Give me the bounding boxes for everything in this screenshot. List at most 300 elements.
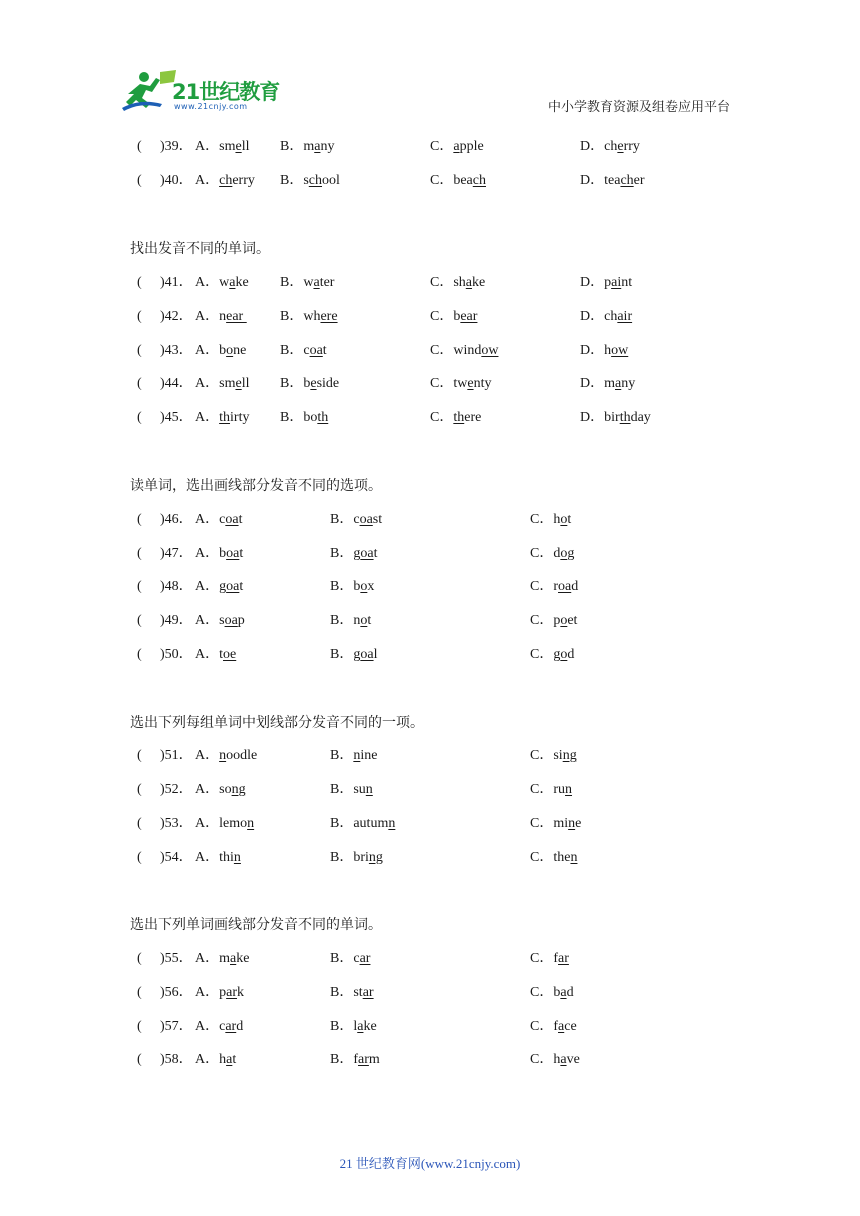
underlined-part: oa	[360, 546, 374, 561]
word-suffix: e	[575, 816, 582, 831]
word-prefix: sh	[453, 275, 466, 290]
option-letter: C．	[430, 309, 454, 324]
answer-blank[interactable]: (	[137, 1019, 142, 1034]
word-suffix: nty	[473, 376, 492, 391]
answer-blank[interactable]: (	[137, 309, 142, 324]
word-suffix: t	[239, 546, 244, 561]
option-letter: A．	[195, 376, 220, 391]
underlined-part: n	[233, 850, 241, 865]
option-b	[330, 510, 382, 530]
underlined-part: ow	[611, 343, 629, 358]
answer-blank[interactable]: (	[137, 985, 142, 1000]
option-b	[330, 780, 373, 800]
word-prefix: autum	[353, 816, 389, 831]
header-platform-text: 中小学教育资源及组卷应用平台	[547, 99, 730, 114]
word-prefix: bri	[353, 850, 369, 865]
underlined-part: oa	[225, 512, 239, 527]
word-prefix: bir	[604, 410, 620, 425]
option-b	[330, 1050, 380, 1070]
option-c	[430, 273, 485, 293]
option-b	[330, 746, 377, 766]
answer-blank[interactable]: (	[137, 512, 142, 527]
option-c	[530, 949, 569, 969]
question-number: )58．	[160, 1052, 193, 1067]
option-c	[530, 780, 572, 800]
word-prefix: the	[553, 850, 571, 865]
option-c	[430, 341, 498, 361]
option-d	[580, 408, 651, 428]
underlined-part: n	[570, 850, 578, 865]
word-suffix: irty	[230, 410, 250, 425]
answer-blank[interactable]: (	[137, 1052, 142, 1067]
option-letter: A．	[195, 309, 220, 324]
option-letter: B．	[330, 951, 354, 966]
word-prefix: sm	[219, 139, 236, 154]
option-c	[430, 137, 484, 157]
underlined-part: o	[360, 579, 368, 594]
option-letter: C．	[530, 1052, 554, 1067]
option-a	[195, 273, 249, 293]
option-letter: B．	[330, 748, 354, 763]
option-b	[280, 341, 327, 361]
option-letter: A．	[195, 512, 220, 527]
word-suffix: ny	[621, 376, 636, 391]
option-letter: C．	[430, 173, 454, 188]
option-b	[280, 307, 338, 327]
underlined-part: ng	[231, 782, 246, 797]
option-c	[530, 544, 574, 564]
answer-blank[interactable]: (	[137, 816, 142, 831]
underlined-part: a	[615, 376, 622, 391]
question-number: )43．	[160, 343, 193, 358]
underlined-part: a	[314, 139, 321, 154]
underlined-part: n	[353, 748, 361, 763]
option-letter: C．	[430, 275, 454, 290]
option-a	[195, 408, 249, 428]
word-prefix: ch	[604, 309, 618, 324]
underlined-part: ar	[362, 985, 374, 1000]
question-number: )49．	[160, 613, 193, 628]
underlined-part: oa	[558, 579, 572, 594]
underlined-part: th	[453, 410, 465, 425]
section-heading: 选出下列每组单词中划线部分发音不同的一项。	[130, 716, 424, 731]
word-suffix: m	[368, 1052, 380, 1067]
word-prefix: l	[353, 1019, 358, 1034]
word-prefix: t	[219, 647, 224, 662]
word-prefix: su	[353, 782, 366, 797]
option-d	[580, 273, 632, 293]
option-a	[195, 577, 243, 597]
word-prefix: ch	[604, 139, 618, 154]
word-prefix: h	[553, 512, 561, 527]
option-letter: D．	[580, 376, 605, 391]
option-b	[330, 645, 377, 665]
underlined-part: ar	[225, 1019, 237, 1034]
word-prefix: thi	[219, 850, 234, 865]
underlined-part: n	[388, 816, 396, 831]
word-prefix: w	[219, 275, 230, 290]
option-a	[195, 374, 249, 394]
option-letter: B．	[330, 647, 354, 662]
word-suffix: ll	[241, 139, 250, 154]
answer-blank[interactable]: (	[137, 275, 142, 290]
underlined-part: o	[560, 613, 568, 628]
option-letter: A．	[195, 782, 220, 797]
option-letter: C．	[530, 985, 554, 1000]
option-b	[330, 611, 371, 631]
word-suffix: k	[237, 985, 245, 1000]
option-letter: B．	[280, 410, 304, 425]
question-number: )53．	[160, 816, 193, 831]
question-number: )40．	[160, 173, 193, 188]
underlined-part: ar	[558, 951, 569, 966]
option-letter: A．	[195, 816, 220, 831]
word-suffix: t	[239, 579, 244, 594]
underlined-part: ch	[620, 173, 634, 188]
word-suffix: t	[367, 613, 372, 628]
option-a	[195, 645, 236, 665]
question-number: )45．	[160, 410, 193, 425]
option-letter: A．	[195, 647, 220, 662]
option-b	[330, 544, 377, 564]
underlined-part: n	[568, 816, 576, 831]
option-letter: C．	[430, 376, 454, 391]
option-c	[430, 307, 477, 327]
word-suffix: day	[630, 410, 651, 425]
underlined-part: th	[619, 410, 631, 425]
option-letter: A．	[195, 139, 220, 154]
option-b	[330, 1017, 377, 1037]
option-letter: B．	[330, 1019, 354, 1034]
option-b	[330, 949, 370, 969]
word-prefix: d	[553, 546, 561, 561]
word-suffix: ool	[322, 173, 340, 188]
option-letter: A．	[195, 1019, 220, 1034]
word-prefix: f	[553, 1019, 559, 1034]
word-suffix: d	[567, 647, 575, 662]
underlined-part: a	[558, 1019, 565, 1034]
option-letter: B．	[280, 139, 304, 154]
word-prefix: p	[604, 275, 612, 290]
underlined-part: e	[235, 139, 242, 154]
word-suffix: nt	[621, 275, 633, 290]
answer-blank[interactable]: (	[137, 139, 142, 154]
underlined-part: th	[317, 410, 329, 425]
word-prefix: so	[219, 782, 232, 797]
word-suffix: ine	[360, 748, 378, 763]
option-letter: B．	[330, 816, 354, 831]
word-prefix: lemo	[219, 816, 248, 831]
word-prefix: b	[353, 579, 361, 594]
answer-blank[interactable]: (	[137, 613, 142, 628]
word-prefix: c	[353, 951, 360, 966]
option-letter: C．	[530, 816, 554, 831]
option-d	[580, 137, 640, 157]
word-prefix: n	[353, 613, 361, 628]
word-suffix: t	[567, 512, 572, 527]
option-c	[430, 171, 486, 191]
word-prefix: tw	[453, 376, 468, 391]
option-b	[280, 137, 334, 157]
option-letter: A．	[195, 748, 220, 763]
word-suffix: side	[316, 376, 340, 391]
answer-blank[interactable]: (	[137, 850, 142, 865]
option-c	[530, 1017, 577, 1037]
word-suffix: x	[367, 579, 375, 594]
answer-blank[interactable]: (	[137, 782, 142, 797]
option-a	[195, 780, 246, 800]
word-prefix: wh	[303, 309, 321, 324]
option-a	[195, 983, 244, 1003]
option-letter: A．	[195, 546, 220, 561]
word-prefix: m	[604, 376, 616, 391]
option-letter: C．	[530, 1019, 554, 1034]
word-prefix: b	[453, 309, 461, 324]
underlined-part: a	[229, 275, 236, 290]
option-c	[530, 814, 581, 834]
option-letter: A．	[195, 850, 220, 865]
word-prefix: p	[219, 985, 227, 1000]
word-prefix: b	[303, 376, 311, 391]
word-prefix: h	[604, 343, 612, 358]
word-suffix: ere	[464, 410, 482, 425]
option-letter: C．	[430, 410, 454, 425]
answer-blank[interactable]: (	[137, 546, 142, 561]
option-c	[530, 983, 574, 1003]
underlined-part: oa	[359, 512, 373, 527]
word-suffix: t	[238, 512, 243, 527]
word-suffix: ny	[320, 139, 335, 154]
underlined-part: oa	[309, 343, 323, 358]
option-a	[195, 611, 245, 631]
option-c	[430, 408, 481, 428]
word-prefix: tea	[604, 173, 621, 188]
question-number: )47．	[160, 546, 193, 561]
underlined-part: a	[230, 951, 237, 966]
option-letter: B．	[280, 343, 304, 358]
word-prefix: mi	[553, 816, 569, 831]
section-heading: 找出发音不同的单词。	[130, 242, 270, 257]
word-prefix: ru	[553, 782, 566, 797]
option-letter: B．	[330, 579, 354, 594]
answer-blank[interactable]: (	[137, 410, 142, 425]
underlined-part: a	[357, 1019, 364, 1034]
option-a	[195, 510, 242, 530]
question-number: )42．	[160, 309, 193, 324]
answer-blank[interactable]: (	[137, 343, 142, 358]
underlined-part: oa	[360, 647, 374, 662]
option-c	[530, 645, 574, 665]
question-number: )56．	[160, 985, 193, 1000]
option-letter: D．	[580, 139, 605, 154]
word-suffix: st	[372, 512, 383, 527]
word-prefix: bea	[453, 173, 473, 188]
underlined-part: o	[560, 546, 568, 561]
answer-blank[interactable]: (	[137, 376, 142, 391]
option-c	[530, 577, 578, 597]
option-b	[280, 273, 334, 293]
word-prefix: f	[353, 1052, 359, 1067]
word-prefix: s	[219, 613, 225, 628]
option-letter: A．	[195, 985, 220, 1000]
option-letter: B．	[280, 376, 304, 391]
word-prefix: h	[553, 1052, 561, 1067]
underlined-part: ar	[358, 1052, 369, 1067]
word-prefix: sm	[219, 376, 236, 391]
word-suffix: t	[373, 546, 378, 561]
option-b	[330, 814, 395, 834]
answer-blank[interactable]: (	[137, 951, 142, 966]
question-number: )48．	[160, 579, 193, 594]
option-letter: D．	[580, 173, 605, 188]
underlined-part: air	[617, 309, 633, 324]
word-suffix: g	[567, 546, 575, 561]
option-letter: B．	[280, 173, 304, 188]
option-letter: B．	[330, 1052, 354, 1067]
option-c	[530, 611, 577, 631]
option-letter: C．	[530, 782, 554, 797]
answer-blank[interactable]: (	[137, 748, 142, 763]
word-prefix: bo	[303, 410, 318, 425]
option-b	[330, 983, 374, 1003]
underlined-part: n	[247, 816, 255, 831]
word-prefix: si	[553, 748, 563, 763]
option-c	[430, 374, 491, 394]
logo-url: www.21cnjy.com	[174, 102, 248, 111]
question-number: )41．	[160, 275, 193, 290]
underlined-part: e	[310, 376, 317, 391]
option-letter: C．	[530, 850, 554, 865]
option-a	[195, 171, 255, 191]
word-suffix: er	[633, 173, 645, 188]
underlined-part: n	[219, 748, 227, 763]
word-prefix: n	[219, 309, 227, 324]
word-prefix: b	[553, 985, 561, 1000]
section-heading: 读单词，选出画线部分发音不同的选项。	[130, 479, 382, 494]
underlined-part: a	[226, 1052, 233, 1067]
option-b	[280, 374, 339, 394]
word-prefix: st	[353, 985, 363, 1000]
word-prefix: h	[219, 1052, 227, 1067]
underlined-part: ere	[320, 309, 338, 324]
option-d	[580, 341, 628, 361]
word-suffix: oodle	[226, 748, 258, 763]
underlined-part: ar	[359, 951, 371, 966]
underlined-part: o	[226, 343, 234, 358]
word-prefix: b	[219, 343, 227, 358]
word-suffix: erry	[232, 173, 255, 188]
option-letter: C．	[530, 546, 554, 561]
option-letter: D．	[580, 309, 605, 324]
option-b	[330, 848, 383, 868]
word-suffix: ll	[241, 376, 250, 391]
option-letter: A．	[195, 275, 220, 290]
underlined-part: n	[565, 782, 573, 797]
option-letter: B．	[330, 985, 354, 1000]
word-suffix: d	[571, 579, 579, 594]
option-c	[530, 848, 577, 868]
option-a	[195, 1017, 243, 1037]
underlined-part: th	[219, 410, 231, 425]
option-letter: B．	[330, 546, 354, 561]
answer-blank[interactable]: (	[137, 647, 142, 662]
word-suffix: t	[322, 343, 327, 358]
underlined-part: ear	[226, 309, 247, 324]
option-a	[195, 544, 243, 564]
underlined-part: a	[560, 985, 567, 1000]
option-letter: C．	[430, 343, 454, 358]
underlined-part: ch	[308, 173, 323, 188]
option-letter: C．	[530, 613, 554, 628]
underlined-part: oe	[223, 647, 237, 662]
option-c	[530, 510, 571, 530]
option-d	[580, 307, 632, 327]
option-letter: B．	[330, 512, 354, 527]
option-letter: B．	[280, 309, 304, 324]
footer-text: 21 世纪教育网(www.21cnjy.com)	[339, 1156, 521, 1171]
word-suffix: ce	[564, 1019, 577, 1034]
option-letter: A．	[195, 579, 220, 594]
option-letter: C．	[530, 512, 554, 527]
option-a	[195, 307, 247, 327]
option-letter: C．	[530, 647, 554, 662]
option-letter: B．	[330, 613, 354, 628]
word-prefix: c	[219, 1019, 226, 1034]
question-number: )44．	[160, 376, 193, 391]
option-letter: A．	[195, 1052, 220, 1067]
word-suffix: ke	[363, 1019, 377, 1034]
underlined-part: a	[560, 1052, 567, 1067]
word-prefix: f	[553, 951, 559, 966]
word-suffix: d	[236, 1019, 244, 1034]
option-letter: C．	[530, 748, 554, 763]
underlined-part: o	[560, 512, 568, 527]
option-letter: A．	[195, 613, 220, 628]
word-prefix: m	[219, 951, 231, 966]
question-number: )50．	[160, 647, 193, 662]
question-number: )55．	[160, 951, 193, 966]
word-suffix: ne	[233, 343, 247, 358]
question-number: )46．	[160, 512, 193, 527]
word-prefix: c	[219, 512, 226, 527]
underlined-part: e	[235, 376, 242, 391]
underlined-part: o	[360, 613, 368, 628]
word-prefix: m	[303, 139, 315, 154]
underlined-part: ch	[472, 173, 486, 188]
word-prefix: c	[303, 343, 310, 358]
option-b	[280, 408, 328, 428]
option-d	[580, 374, 635, 394]
word-prefix: r	[553, 579, 559, 594]
answer-blank[interactable]: (	[137, 579, 142, 594]
option-c	[530, 1050, 580, 1070]
option-letter: A．	[195, 951, 220, 966]
option-letter: B．	[330, 850, 354, 865]
underlined-part: e	[617, 139, 624, 154]
underlined-part: a	[465, 275, 473, 290]
answer-blank[interactable]: (	[137, 173, 142, 188]
option-b	[330, 577, 374, 597]
option-letter: D．	[580, 410, 605, 425]
underlined-part: ng	[368, 850, 383, 865]
question-number: )39．	[160, 139, 193, 154]
underlined-part: o	[560, 647, 568, 662]
underlined-part: a	[453, 139, 460, 154]
word-suffix: ter	[319, 275, 335, 290]
word-suffix: pple	[459, 139, 484, 154]
word-prefix: p	[553, 613, 561, 628]
word-prefix: wind	[453, 343, 482, 358]
